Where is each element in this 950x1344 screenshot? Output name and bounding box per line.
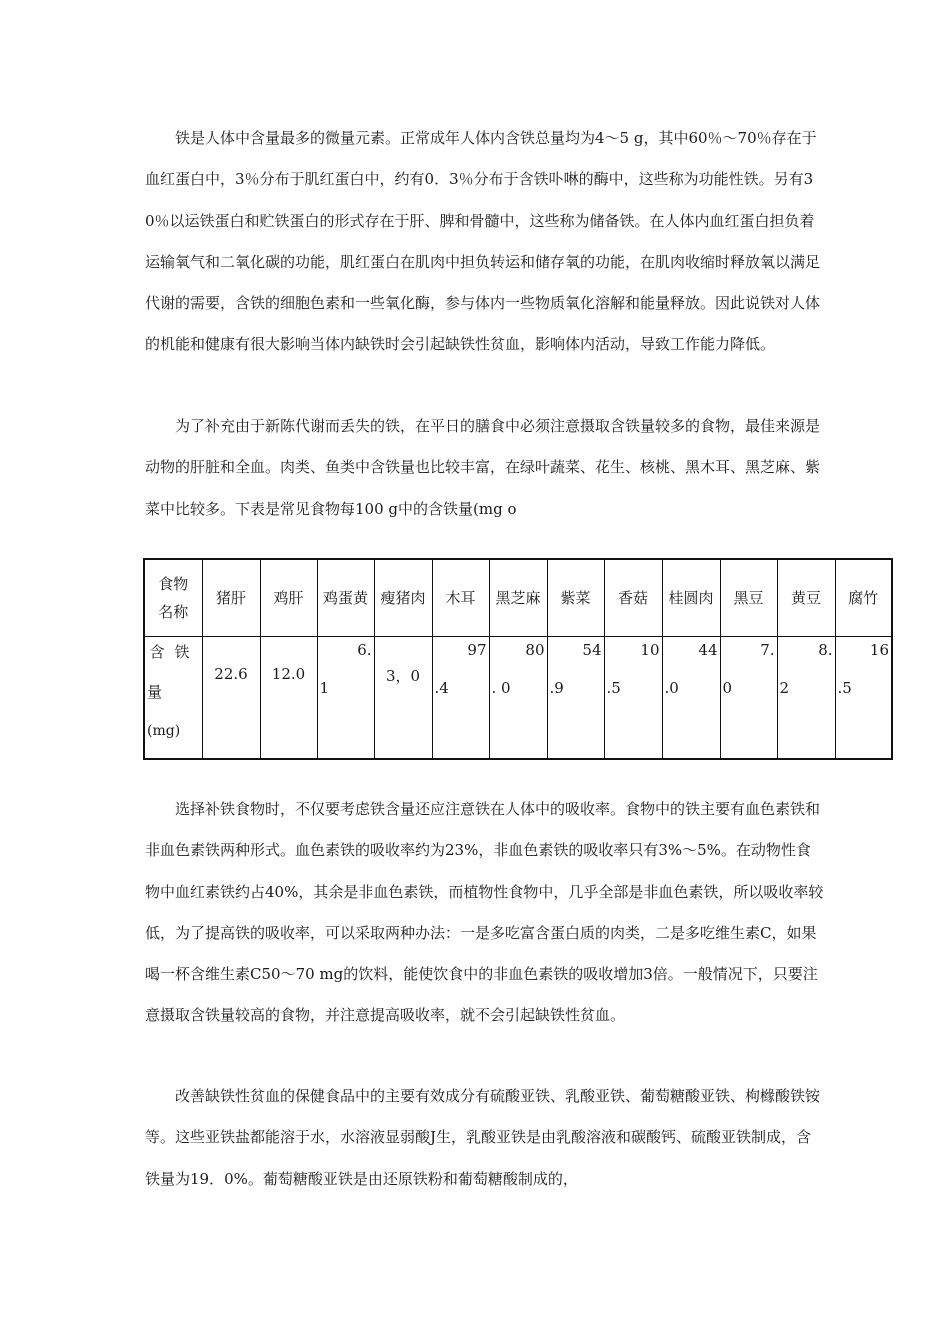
iron-value: 22.6 bbox=[214, 664, 248, 683]
paragraph-iron-sources: 为了补充由于新陈代谢而丢失的铁，在平日的膳食中必须注意摄取含铁量较多的食物，最佳来源是动物的肝脏和全血。肉类、鱼类中含铁量也比较丰富，在绿叶蔬菜、花生、核桃、黑木耳、黑芝麻、紫菜中比较多。下表是常见食物每100 g中的含铁量(mg o bbox=[145, 417, 821, 518]
iron-value-part2: .5 bbox=[606, 678, 621, 697]
iron-value-part2: .5 bbox=[837, 678, 852, 697]
food-name-cell: 木耳 bbox=[432, 559, 489, 636]
iron-value: 3，0 bbox=[385, 666, 421, 685]
table-value-row bbox=[144, 636, 892, 759]
iron-value-cell bbox=[432, 636, 489, 759]
food-name-cell: 黑豆 bbox=[720, 559, 777, 636]
iron-content-table bbox=[143, 558, 893, 760]
iron-value-cell bbox=[662, 636, 720, 759]
iron-value-part1: 8. bbox=[818, 640, 833, 659]
food-name-cell: 黄豆 bbox=[777, 559, 835, 636]
iron-value-cell bbox=[317, 636, 374, 759]
iron-value-part2: .4 bbox=[434, 678, 449, 697]
iron-value-cell bbox=[202, 636, 260, 759]
food-name-cell: 猪肝 bbox=[202, 559, 260, 636]
iron-value-cell bbox=[374, 636, 432, 759]
food-name-cell: 瘦猪肉 bbox=[374, 559, 432, 636]
iron-value-cell bbox=[489, 636, 547, 759]
iron-value-part2: .9 bbox=[549, 678, 564, 697]
value-label-cell bbox=[144, 636, 202, 759]
iron-value-part1: 7. bbox=[760, 640, 775, 659]
iron-value-part2: .0 bbox=[664, 678, 679, 697]
header-label-cell bbox=[144, 559, 202, 636]
value-label-line3: (mg) bbox=[147, 722, 181, 739]
iron-value-cell bbox=[260, 636, 317, 759]
food-name-cell: 黑芝麻 bbox=[489, 559, 547, 636]
paragraph-iron-intro: 铁是人体中含量最多的微量元素。正常成年人体内含铁总量均为4～5 g，其中60％～70％存在于血红蛋白中，3％分布于肌红蛋白中，约有0．3％分布于含铁卟啉的酶中，这些称为功能性铁。另有30％以运铁蛋白和贮铁蛋白的形式存在于肝、脾和骨髓中，这些称为储备铁。在人体内血红蛋白担负着运输氧气和二氧化碳的功能，肌红蛋白在肌肉中担负转运和储存氧的功能，在肌肉收缩时释放氧以满足代谢的需要，含铁的细胞色素和一些氧化酶，参与体内一些物质氧化溶解和能量释放。因此说铁对人体的机能和健康有很大影响当体内缺铁时会引起缺铁性贫血，影响体内活动，导致工作能力降低。 bbox=[145, 129, 821, 354]
iron-value-cell bbox=[835, 636, 892, 759]
iron-value-part1: 6. bbox=[357, 640, 372, 659]
iron-value-part1: 16 bbox=[869, 640, 889, 659]
paragraph-supplements: 改善缺铁性贫血的保健食品中的主要有效成分有硫酸亚铁、乳酸亚铁、葡萄糖酸亚铁、枸橼酸铁铵等。这些亚铁盐都能溶于水，水溶液显弱酸J生，乳酸亚铁是由乳酸溶液和碳酸钙、硫酸亚铁制成，含铁量为19．0%。葡萄糖酸亚铁是由还原铁粉和葡萄糖酸制成的， bbox=[145, 1087, 821, 1188]
iron-value-cell bbox=[604, 636, 662, 759]
food-name-cell: 紫菜 bbox=[547, 559, 604, 636]
food-name-cell: 鸡蛋黄 bbox=[317, 559, 374, 636]
iron-value-cell bbox=[547, 636, 604, 759]
value-label-line2: 量 bbox=[147, 682, 163, 701]
food-name-cell: 鸡肝 bbox=[260, 559, 317, 636]
food-name-cell: 腐竹 bbox=[835, 559, 892, 636]
food-name-cell: 香菇 bbox=[604, 559, 662, 636]
header-label-line2: 名称 bbox=[158, 602, 189, 621]
iron-value-part1: 80 bbox=[525, 640, 545, 659]
table-header-row bbox=[144, 559, 892, 636]
iron-value-part2: . 0 bbox=[491, 678, 511, 697]
iron-value-cell bbox=[777, 636, 835, 759]
iron-value-part1: 97 bbox=[467, 640, 487, 659]
iron-value: 12.0 bbox=[271, 664, 306, 683]
paragraph-absorption: 选择补铁食物时，不仅要考虑铁含量还应注意铁在人体中的吸收率。食物中的铁主要有血色素铁和非血色素铁两种形式。血色素铁的吸收率约为23%，非血色素铁的吸收率只有3%～5%。在动物性食物中血红素铁约占40%，其余是非血色素铁，而植物性食物中，几乎全部是非血色素铁，所以吸收率较低，为了提高铁的吸收率，可以采取两种办法：一是多吃富含蛋白质的肉类，二是多吃维生素C，如果喝一杯含维生素C50～70 mg的饮料，能使饮食中的非血色素铁的吸收增加3倍。一般情况下，只要注意摄取含铁量较高的食物，并注意提高吸收率，就不会引起缺铁性贫血。 bbox=[145, 800, 824, 1025]
iron-value-part2: 0 bbox=[722, 678, 733, 697]
iron-value-part1: 54 bbox=[582, 640, 602, 659]
iron-value-part2: 2 bbox=[779, 678, 790, 697]
value-label-line1: 含铁 bbox=[149, 642, 200, 661]
food-name-cell: 桂圆肉 bbox=[662, 559, 720, 636]
iron-value-cell bbox=[720, 636, 777, 759]
iron-value-part1: 10 bbox=[640, 640, 660, 659]
iron-value-part1: 44 bbox=[698, 640, 718, 659]
header-label-line1: 食物 bbox=[158, 574, 189, 593]
iron-value-part2: 1 bbox=[319, 678, 330, 697]
